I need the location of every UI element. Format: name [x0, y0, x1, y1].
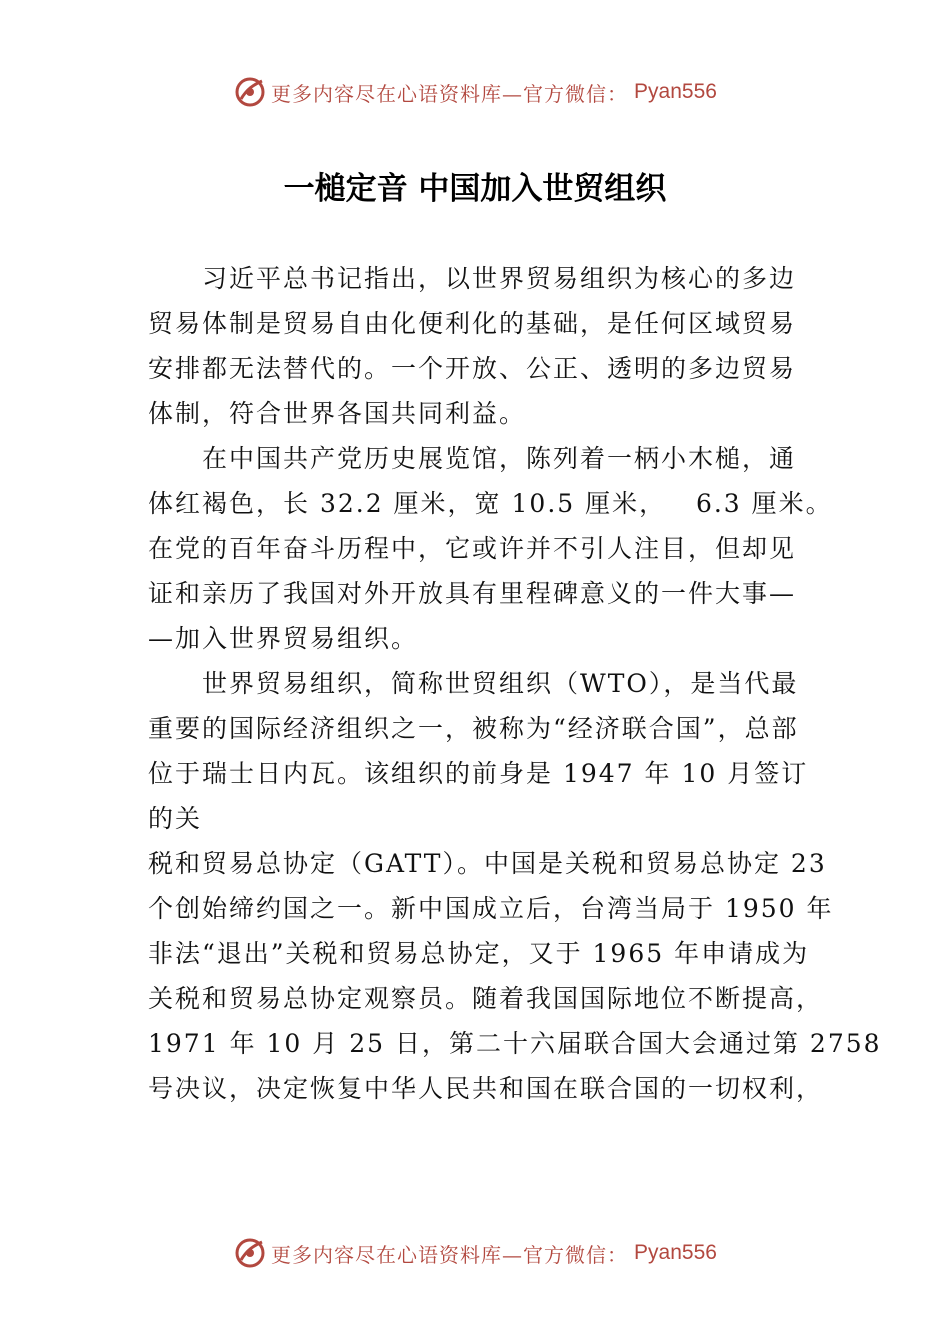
banner-wechat-id: Pyan556: [634, 1241, 717, 1264]
text-line: 习近平总书记指出，以世界贸易组织为核心的多边: [202, 264, 797, 293]
text-line: 个创始缔约国之一。新中国成立后，台湾当局于 1950 年: [148, 894, 834, 923]
header-banner: [0, 72, 950, 112]
text-line: 税和贸易总协定（GATT）。中国是关税和贸易总协定 23: [148, 849, 827, 878]
text-line: 非法“退出”关税和贸易总协定，又于 1965 年申请成为: [148, 939, 810, 968]
text-line: 在中国共产党历史展览馆，陈列着一柄小木槌，通: [202, 444, 797, 473]
text-line: 重要的国际经济组织之一，被称为“经济联合国”，总部: [148, 714, 799, 743]
text-line: 关税和贸易总协定观察员。随着我国国际地位不断提高，: [148, 984, 824, 1013]
logo-icon: [233, 1236, 267, 1270]
logo-icon: [233, 75, 267, 109]
footer-banner: [0, 1233, 950, 1273]
banner-text: 更多内容尽在心语资料库—官方微信：: [271, 81, 629, 106]
body-text: [148, 256, 882, 1111]
banner-wechat-id: Pyan556: [634, 80, 717, 103]
text-line: 号决议，决定恢复中华人民共和国在联合国的一切权利，: [148, 1074, 824, 1103]
text-line: 安排都无法替代的。一个开放、公正、透明的多边贸易: [148, 354, 797, 383]
text-line: 证和亲历了我国对外开放具有里程碑意义的一件大事—: [148, 579, 797, 608]
text-line: —加入世界贸易组织。: [148, 624, 419, 653]
text-line: 贸易体制是贸易自由化便利化的基础，是任何区域贸易: [148, 309, 797, 338]
banner-text: 更多内容尽在心语资料库—官方微信：: [271, 1242, 629, 1267]
text-line: 的关: [148, 804, 203, 833]
text-line: 体制，符合世界各国共同利益。: [148, 399, 527, 428]
text-line: 体红褐色，长 32.2 厘米，宽 10.5 厘米， 6.3 厘米。: [148, 489, 833, 518]
text-line: 世界贸易组织，简称世贸组织（WTO），是当代最: [202, 669, 799, 698]
text-line: 在党的百年奋斗历程中，它或许并不引人注目，但却见: [148, 534, 797, 563]
page-title: 一槌定音 中国加入世贸组织: [283, 171, 667, 207]
text-line: 位于瑞士日内瓦。该组织的前身是 1947 年 10 月签订: [148, 759, 809, 788]
text-line: 1971 年 10 月 25 日，第二十六届联合国大会通过第 2758: [148, 1029, 882, 1058]
